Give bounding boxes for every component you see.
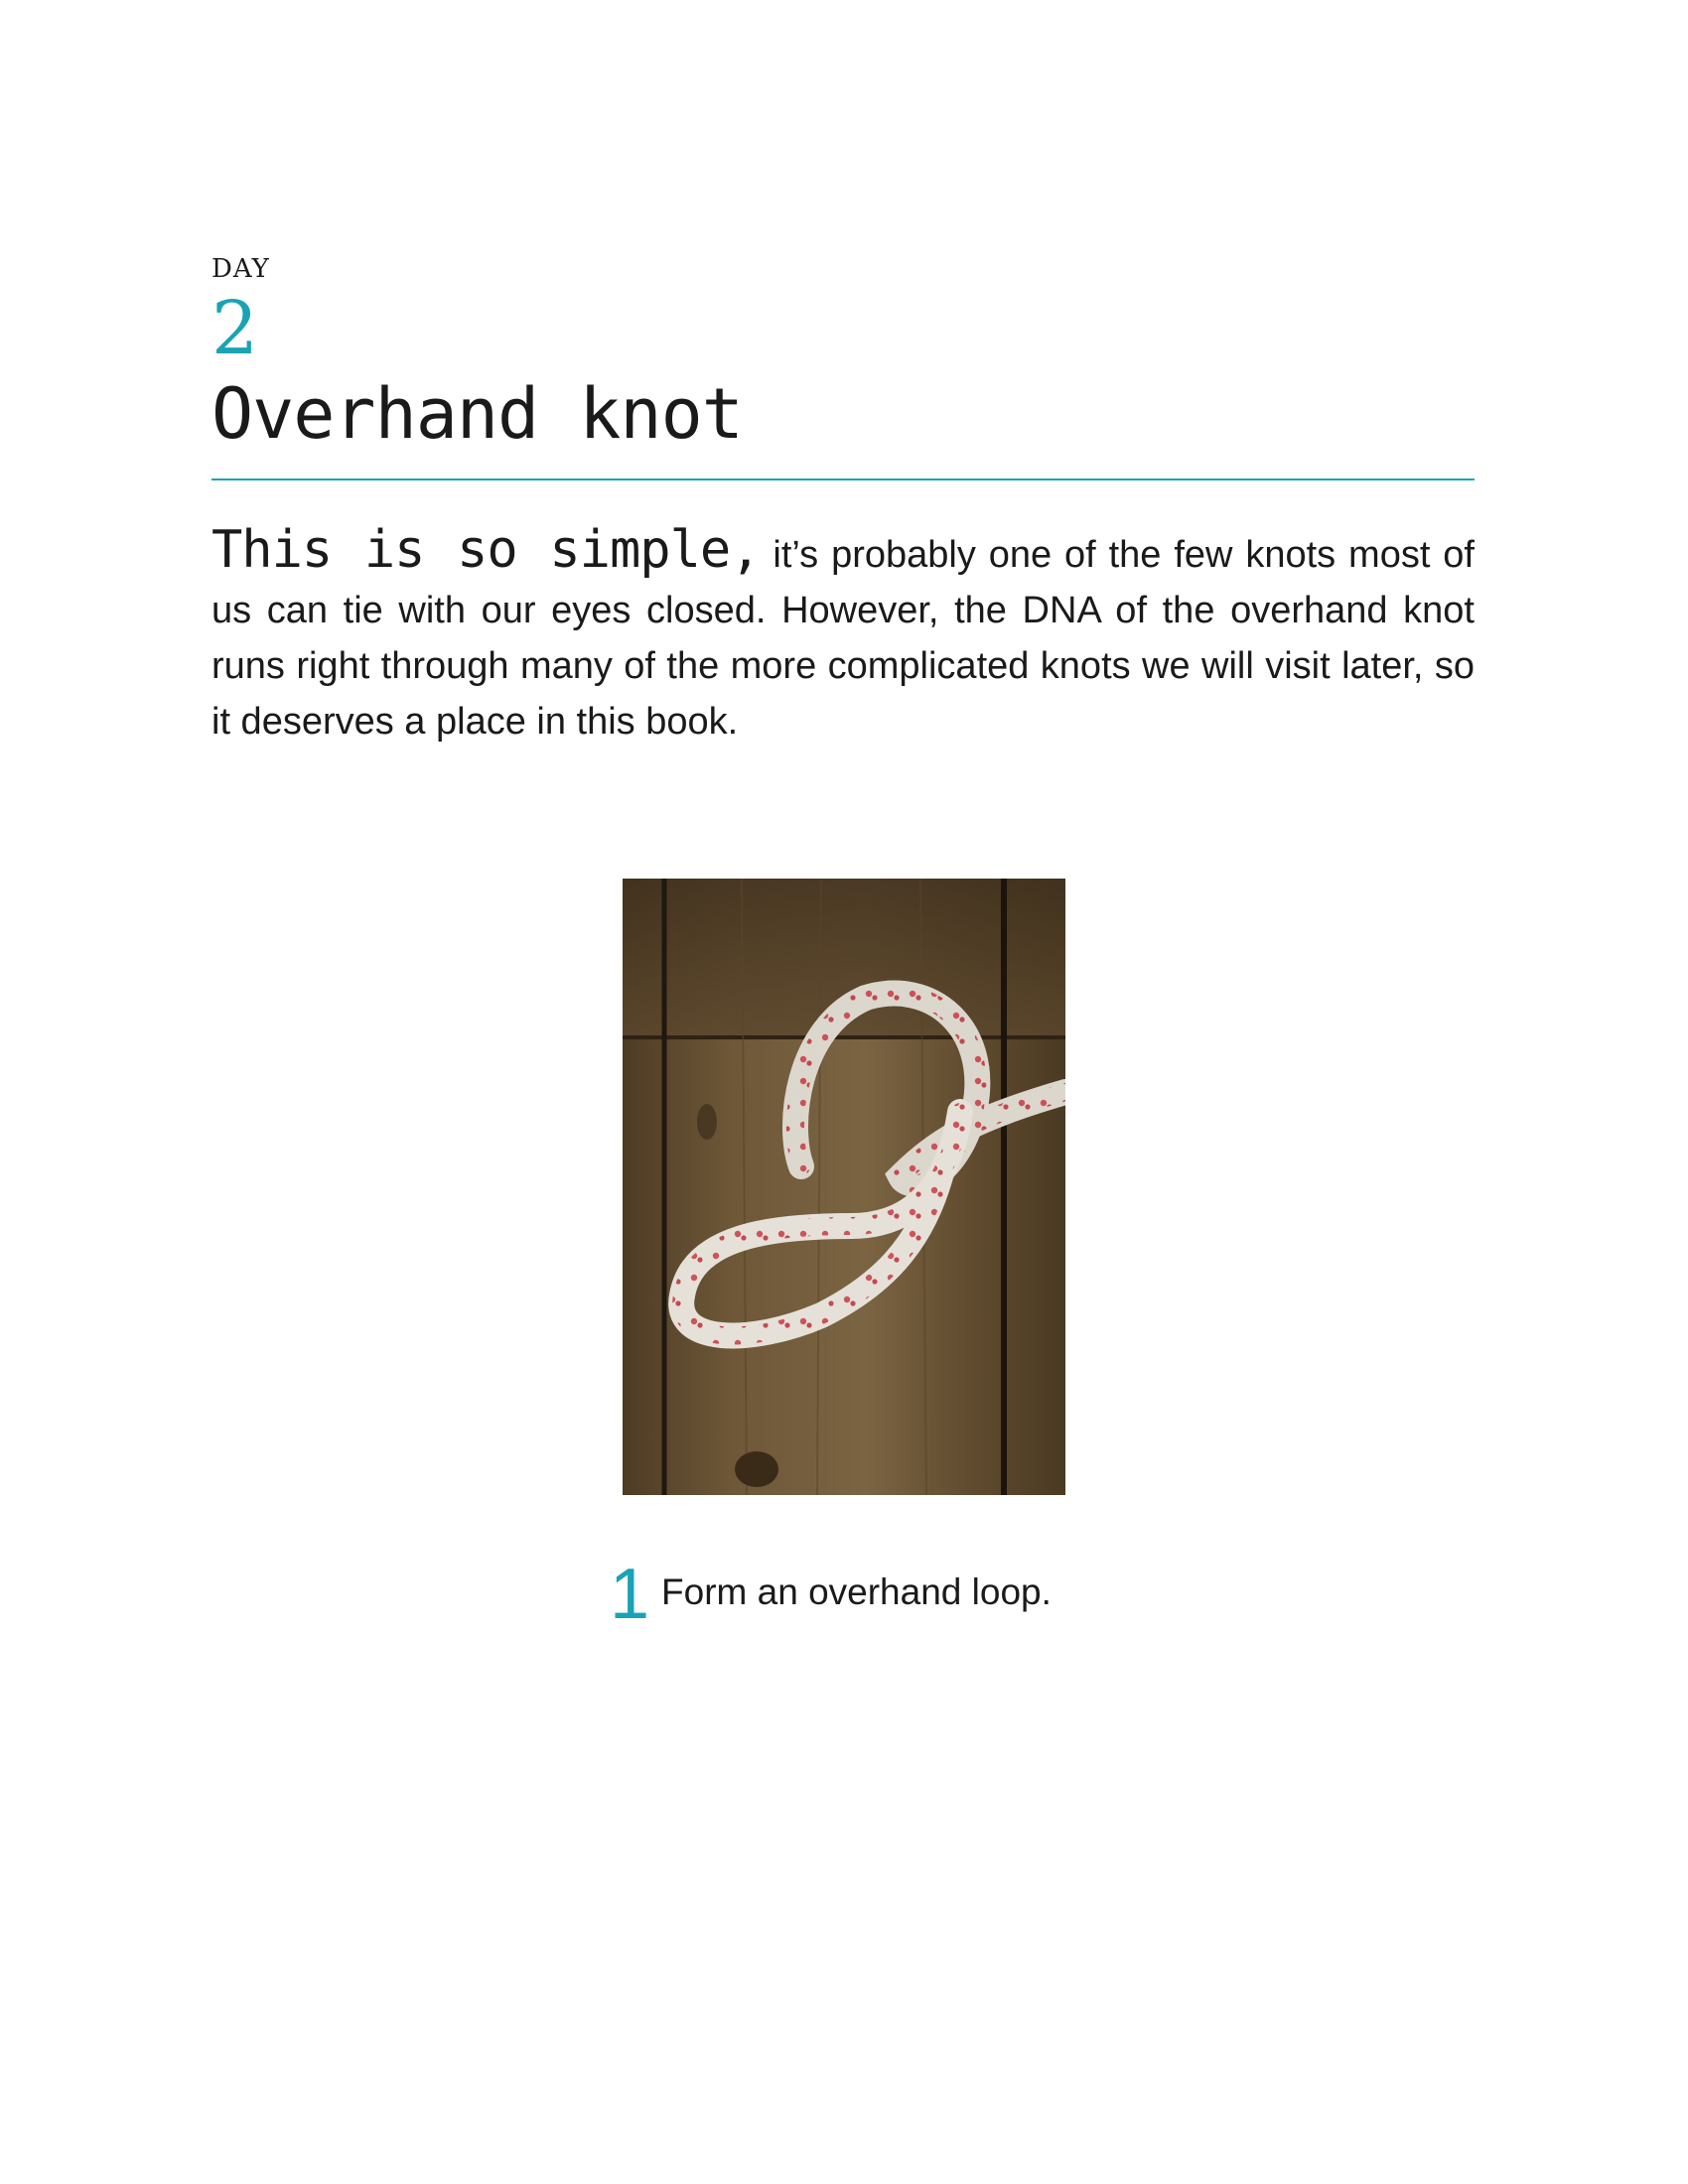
intro-paragraph	[211, 522, 1475, 750]
step-text: Form an overhand loop.	[661, 1571, 1052, 1612]
intro-body: it’s probably one of the few knots most of us can tie with our eyes closed. However, the DNA of the overhand knot runs right through many of the more complicated knots we will visit later, so it deserves a place in this book.	[211, 534, 1475, 743]
step-number: 1	[610, 1555, 650, 1634]
page-title: Overhand knot	[211, 373, 743, 455]
page-content	[211, 256, 1475, 787]
intro-lead: This is so simple,	[211, 520, 761, 580]
title-divider	[211, 478, 1475, 480]
day-number: 2	[211, 286, 259, 371]
day-label: DAY	[211, 254, 270, 284]
rope-photo	[623, 879, 1065, 1495]
step-1	[610, 1555, 1052, 1634]
